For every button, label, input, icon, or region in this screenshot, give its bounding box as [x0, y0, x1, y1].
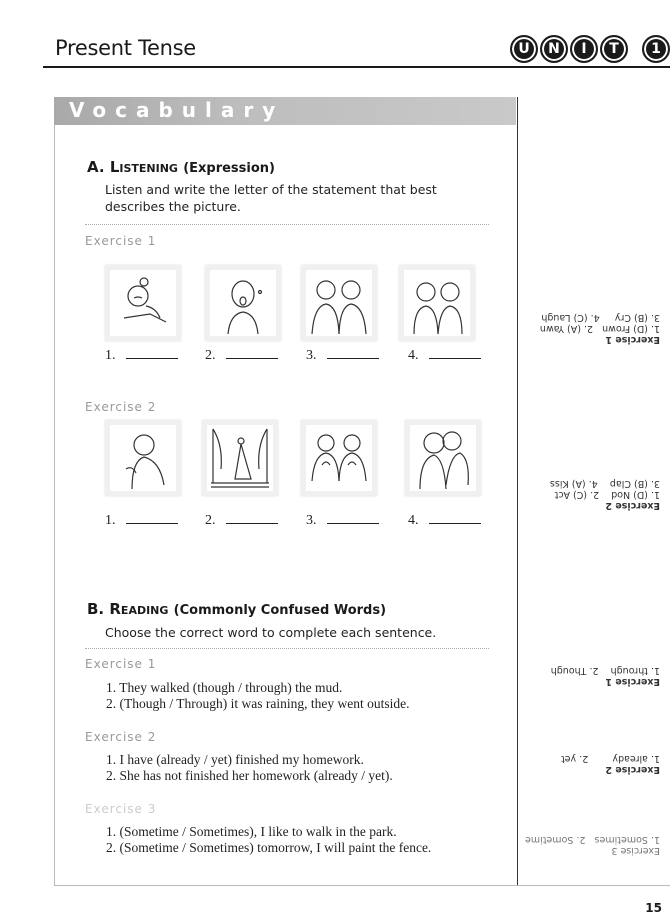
answer-blank[interactable]: 4.: [408, 513, 481, 529]
nodding-illustration: [110, 425, 176, 491]
answer-blank[interactable]: 1.: [105, 348, 178, 364]
picture-boy-yawning: [205, 265, 281, 341]
picture-girl-boy-crying: [301, 265, 377, 341]
laughing-illustration: [404, 270, 470, 336]
section-a-instruction: Listen and write the letter of the statement that best describes the picture.: [105, 182, 437, 214]
exercise-label: Exercise 1: [85, 657, 157, 671]
picture-girl-frowning: [105, 265, 181, 341]
sentence-item: 1. I have (already / yet) finished my homework.: [106, 752, 364, 767]
exercise-label: Exercise 2: [85, 400, 157, 414]
exercise-label: Exercise 2: [85, 730, 157, 744]
sentence-item: 2. (Sometime / Sometimes) tomorrow, I will paint the fence.: [106, 840, 432, 855]
clapping-illustration: [306, 425, 372, 491]
kiss-illustration: [410, 425, 476, 491]
answer-key-reading-ex1: Exercise 1 1. through 2. Though: [550, 665, 660, 687]
answer-blank[interactable]: 3.: [306, 513, 379, 529]
answer-blank[interactable]: 4.: [408, 348, 481, 364]
sentence-item: 1. They walked (though / through) the mud.: [106, 680, 343, 695]
page-number: 15: [645, 901, 662, 915]
unit-letter-u: U: [510, 35, 538, 63]
picture-man-kissing-woman: [405, 420, 481, 496]
picture-boy-girl-clapping: [301, 420, 377, 496]
vocabulary-banner: [54, 97, 516, 125]
unit-letter-n: N: [540, 35, 568, 63]
dotted-divider: [85, 224, 489, 225]
unit-badge: [510, 35, 670, 63]
unit-letter-i: I: [570, 35, 598, 63]
sentence-item: 2. She has not finished her homework (already / yet).: [106, 768, 393, 783]
answer-blank[interactable]: 2.: [205, 513, 278, 529]
dotted-divider: [85, 648, 489, 649]
stage-illustration: [207, 425, 273, 491]
page-title: Present Tense: [55, 36, 196, 60]
picture-actress-on-stage: [202, 420, 278, 496]
answer-key-listening-ex1: Exercise 1 1. (D) Frown 2. (A) Yawn 3. (B) Cry 4. (C) Laugh: [539, 312, 660, 345]
answer-blank[interactable]: 3.: [306, 348, 379, 364]
boy-yawning-illustration: [210, 270, 276, 336]
answer-key-listening-ex2: Exercise 2 1. (D) Nod 2. (C) Act 3. (B) Clap 4. (A) Kiss: [549, 478, 660, 511]
answer-blank[interactable]: 2.: [205, 348, 278, 364]
section-b-title: B. Reading (Commonly Confused Words): [87, 600, 387, 618]
sentence-item: 1. (Sometime / Sometimes), I like to walk in the park.: [106, 824, 397, 839]
picture-woman-nodding: [105, 420, 181, 496]
crying-illustration: [306, 270, 372, 336]
answer-blank[interactable]: 1.: [105, 513, 178, 529]
exercise-label: Exercise 3: [85, 802, 157, 816]
sentence-item: 2. (Though / Through) it was raining, they went outside.: [106, 696, 410, 711]
unit-letter-t: T: [600, 35, 628, 63]
picture-boy-girl-laughing: [399, 265, 475, 341]
exercise-label: Exercise 1: [85, 234, 157, 248]
answer-key-reading-ex2: Exercise 2 1. already 2. yet: [560, 753, 660, 775]
girl-frowning-illustration: [110, 270, 176, 336]
title-divider: [43, 66, 670, 68]
section-b-instruction: Choose the correct word to complete each sentence.: [105, 625, 437, 640]
section-a-title: A. Listening (Expression): [87, 158, 275, 176]
banner-label: Vocabulary: [69, 98, 285, 122]
answer-key-reading-ex3: Exercise 3 1. Sometimes 2. Sometime: [524, 834, 660, 856]
unit-number: 1: [642, 35, 670, 63]
